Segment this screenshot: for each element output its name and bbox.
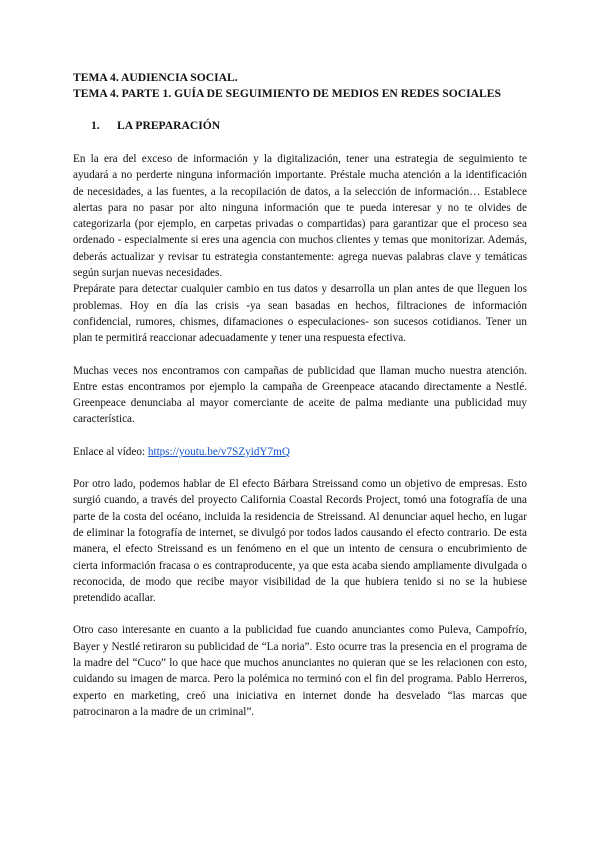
document-title: TEMA 4. AUDIENCIA SOCIAL. [73, 71, 238, 84]
video-link-label: Enlace al vídeo: [73, 445, 148, 458]
section-number: 1. [91, 119, 100, 132]
paragraph: Por otro lado, podemos hablar de El efecto Bárbara Streissand como un objetivo de empresas. Esto surgió cuando, a través del proyecto California Coastal Records Project, tomó una fotografía de una parte de la costa del océano, incluida la residencia de Streissand. Al denunciar aquel hecho, en lugar de eliminar la fotografía de internet, se divulgó por todos lados causando el efecto contrario. De esta manera, el efecto Streissand es un fenómeno en el que un intento de censura o encubrimiento de cierta información fracasa o es contraproducente, ya que esta acaba siendo ampliamente divulgada o reconocida, de modo que recibe mayor visibilidad de la que hubiera tenido si no se la hubiese pretendido acallar. [73, 478, 527, 605]
document-body [73, 70, 527, 720]
section-heading [91, 118, 527, 134]
video-link[interactable]: https://youtu.be/v7SZyidY7mQ [147, 445, 290, 458]
section-title: LA PREPARACIÓN [117, 119, 221, 132]
paragraph: En la era del exceso de información y la digitalización, tener una estrategia de seguimiento te ayudará a no perderte ninguna información importante. Préstale mucha atención a la identificación de necesidades, a las fuentes, a la recopilación de datos, a la selección de información… Establece alertas para no pasar por alto ninguna información que te pueda interesar y no te olvides de categorizarla (por ejemplo, en carpetas privadas o compartidas) para garantizar que el proceso sea ordenado - especialmente si eres una agencia con muchos clientes y temas que monitorizar. Además, deberás actualizar y revisar tu estrategia constantemente: agrega nuevas palabras clave y temáticas según surjan nuevas necesidades. [73, 153, 527, 280]
paragraph: Prepárate para detectar cualquier cambio en tus datos y desarrolla un plan antes de que lleguen los problemas. Hoy en día las crisis -ya sean basadas en hechos, filtraciones de información confidencial, rumores, chismes, difamaciones o especulaciones- son sucesos cotidianos. Tener un plan te permitirá reaccionar adecuadamente y tener una respuesta efectiva. [73, 283, 527, 345]
video-link-line [73, 444, 527, 460]
paragraph: Muchas veces nos encontramos con campañas de publicidad que llaman mucho nuestra atención. Entre estas encontramos por ejemplo la campaña de Greenpeace atacando directamente a Nestlé. Greenpeace denunciaba al mayor comerciante de aceite de palma mediante una publicidad muy característica. [73, 364, 527, 426]
document-subtitle: TEMA 4. PARTE 1. GUÍA DE SEGUIMIENTO DE MEDIOS EN REDES SOCIALES [73, 87, 501, 100]
paragraph: Otro caso interesante en cuanto a la publicidad fue cuando anunciantes como Puleva, Campofrío, Bayer y Nestlé retiraron su publicidad de “La noria”. Esto ocurre tras la presencia en el programa de la madre del “Cuco” lo que hace que muchos anunciantes no quieran que se les relacionen con esto, cuidando su imagen de marca. Pero la polémica no terminó con el fin del programa. Pablo Herreros, experto en marketing, creó una iniciativa en internet donde ha desvelado “las marcas que patrocinaron a la madre de un criminal”. [73, 624, 527, 718]
